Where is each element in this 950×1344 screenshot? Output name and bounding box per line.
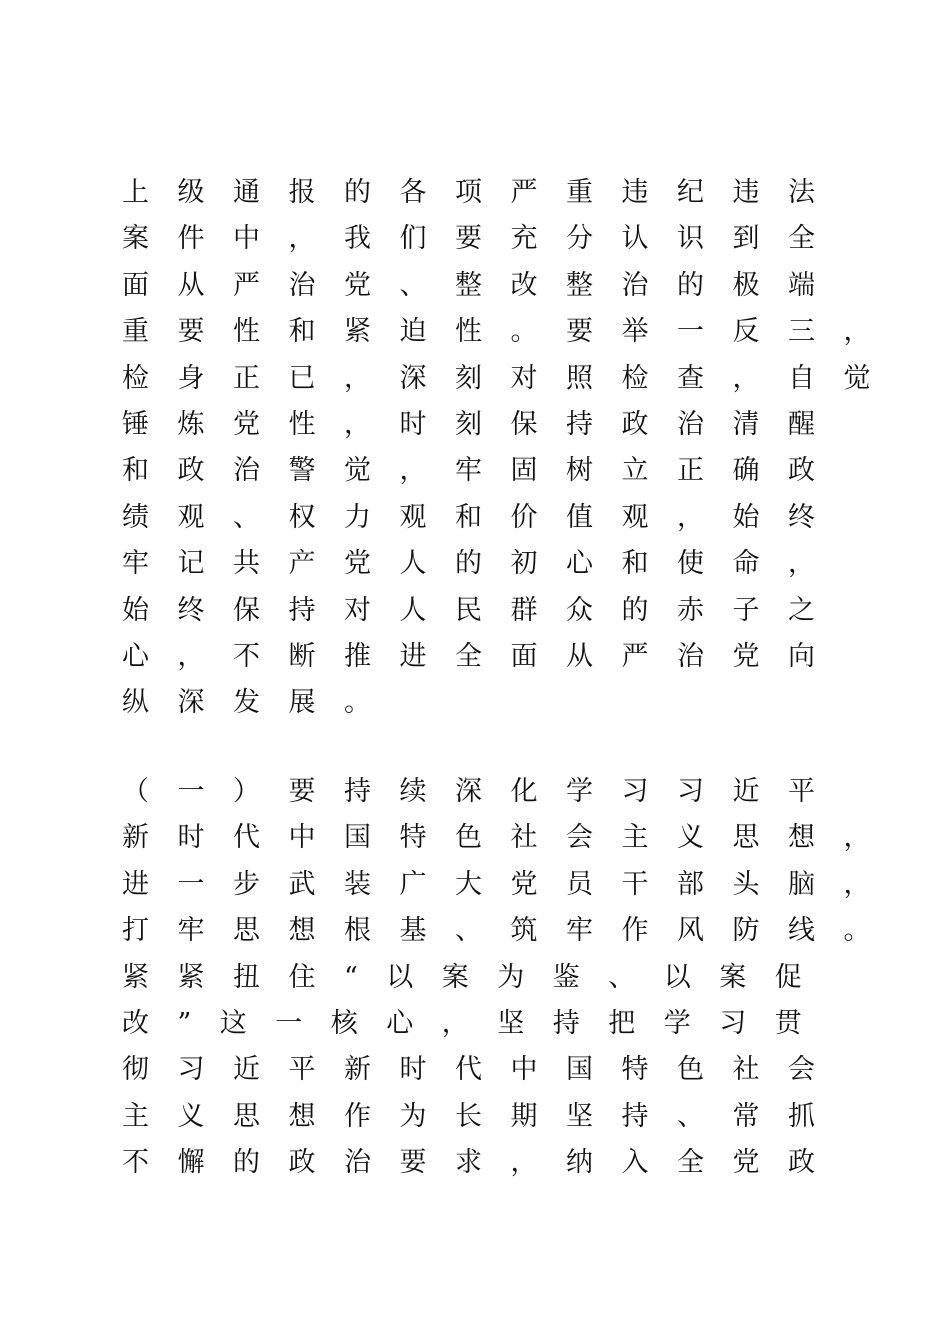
text-line: 面从严治党、整改整治的极端	[122, 269, 844, 301]
paragraph-1	[122, 170, 899, 727]
text-line: 打牢思想根基、筑牢作风防线。	[122, 915, 899, 947]
text-line: 上级通报的各项严重违纪违法	[122, 177, 844, 208]
text-line: 心，不断推进全面从严治党向	[122, 640, 844, 672]
text-line: 纵深发展。	[122, 687, 400, 719]
text-line: 检身正已，深刻对照检查，自觉	[122, 362, 899, 394]
text-line: 进一步武装广大党员干部头脑，	[122, 868, 899, 900]
text-line: 案件中，我们要充分认识到全	[122, 223, 844, 255]
text-line: 重要性和紧迫性。要举一反三，	[122, 316, 899, 348]
text-line: 紧紧扭住“以案为鉴、以案促	[122, 961, 831, 993]
text-line: 改”这一核心，坚持把学习贯	[122, 1007, 831, 1039]
text-line: 和政治警觉，牢固树立正确政	[122, 455, 844, 487]
text-line: 牢记共产党人的初心和使命，	[122, 548, 844, 580]
text-line: （一）要持续深化学习习近平	[122, 776, 844, 807]
paragraph-2	[122, 769, 899, 1187]
text-line: 不懈的政治要求，纳入全党政	[122, 1147, 844, 1179]
text-line: 新时代中国特色社会主义思想，	[122, 822, 899, 854]
text-line: 始终保持对人民群众的赤子之	[122, 594, 844, 626]
text-line: 主义思想作为长期坚持、常抓	[122, 1100, 844, 1132]
text-line: 彻习近平新时代中国特色社会	[122, 1054, 844, 1086]
text-line: 绩观、权力观和价值观，始终	[122, 501, 844, 533]
text-line: 锤炼党性，时刻保持政治清醒	[122, 408, 844, 440]
